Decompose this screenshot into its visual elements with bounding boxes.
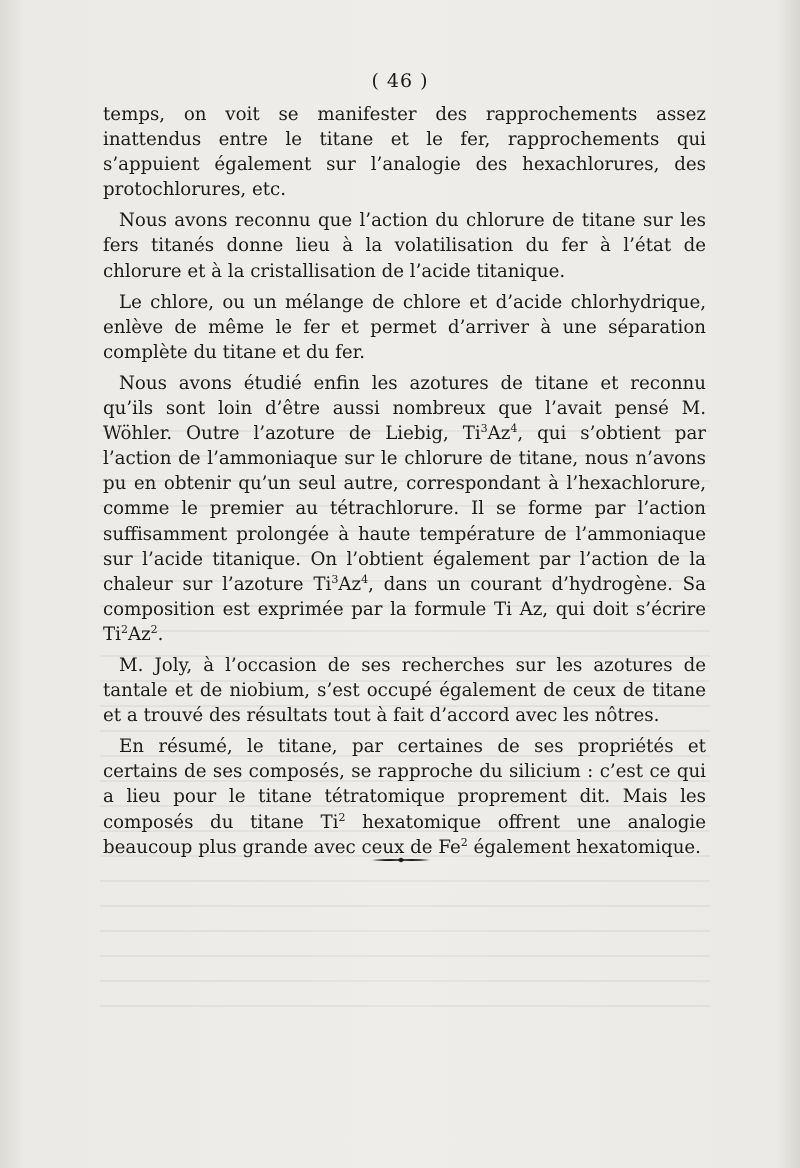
text-run: hexatomique offrent une analogie beaucoup plus grande avec ceux de Fe <box>103 811 707 858</box>
text-run: Az <box>338 573 362 595</box>
text-run: Az <box>127 623 151 645</box>
paragraph-6 <box>103 734 706 859</box>
body-text <box>103 102 706 866</box>
text-run: . <box>157 623 164 645</box>
page-number: ( 46 ) <box>371 70 429 92</box>
text-run: Az <box>487 423 511 445</box>
superscript: 4 <box>510 422 518 436</box>
superscript: 3 <box>331 572 339 586</box>
paragraph-4 <box>103 371 706 647</box>
superscript: 2 <box>460 835 468 849</box>
text-run: également hexatomique. <box>467 836 701 858</box>
superscript: 2 <box>150 622 158 636</box>
paragraph-5: M. Joly, à l’occasion de ses recherches sur les azotures de tantale et de niobium, s’est occupé également de ceux de titane et a trouvé des résultats tout à fait d’accord avec les nôtres. <box>103 654 706 727</box>
text-run: Nous avons étudié enfin les azotures de titane et reconnu qu’ils sont loin d’être aussi nombreux que l’avait pensé M. Wöhler. Outre l’azoture de Liebig, Ti <box>103 372 706 445</box>
end-ornament-icon <box>372 856 430 864</box>
paragraph-1: temps, on voit se manifester des rapprochements assez inattendus entre le titane et le fer, rapprochements qui s’appuient également sur l’analogie des hexachlorures, des protochlorures, etc. <box>103 104 706 201</box>
superscript: 2 <box>120 622 128 636</box>
superscript: 2 <box>338 810 346 824</box>
superscript: 4 <box>361 572 369 586</box>
text-run: , dans un courant d’hydrogène. Sa composition est exprimée par la formule Ti Az, qui doit s’écrire Ti <box>103 573 706 645</box>
text-run: , qui s’obtient par l’action de l’ammoniaque sur le chlorure de titane, nous n’avons pu en obtenir qu’un seul autre, correspondant à l’hexachlorure, comme le premier au tétrachlorure. Il se forme par l’action suffisamment prolongée à haute température de l’ammoniaque sur l’acide titanique. On l’obtient également par l’action de la chaleur sur l’azoture Ti <box>103 423 706 595</box>
paragraph-3: Le chlore, ou un mélange de chlore et d’acide chlorhydrique, enlève de même le fer et permet d’arriver à une séparation complète du titane et du fer. <box>103 291 706 363</box>
text-run: En résumé, le titane, par certaines de ses propriétés et certains de ses composés, se rapproche du silicium : c’est ce qui a lieu pour le titane tétratomique proprement dit. Mais les composés du titane Ti <box>103 736 706 833</box>
superscript: 3 <box>480 422 488 436</box>
paragraph-2: Nous avons reconnu que l’action du chlorure de titane sur les fers titanés donne lieu à la volatilisation du fer à l’état de chlorure et à la cristallisation de l’acide titanique. <box>103 210 706 282</box>
